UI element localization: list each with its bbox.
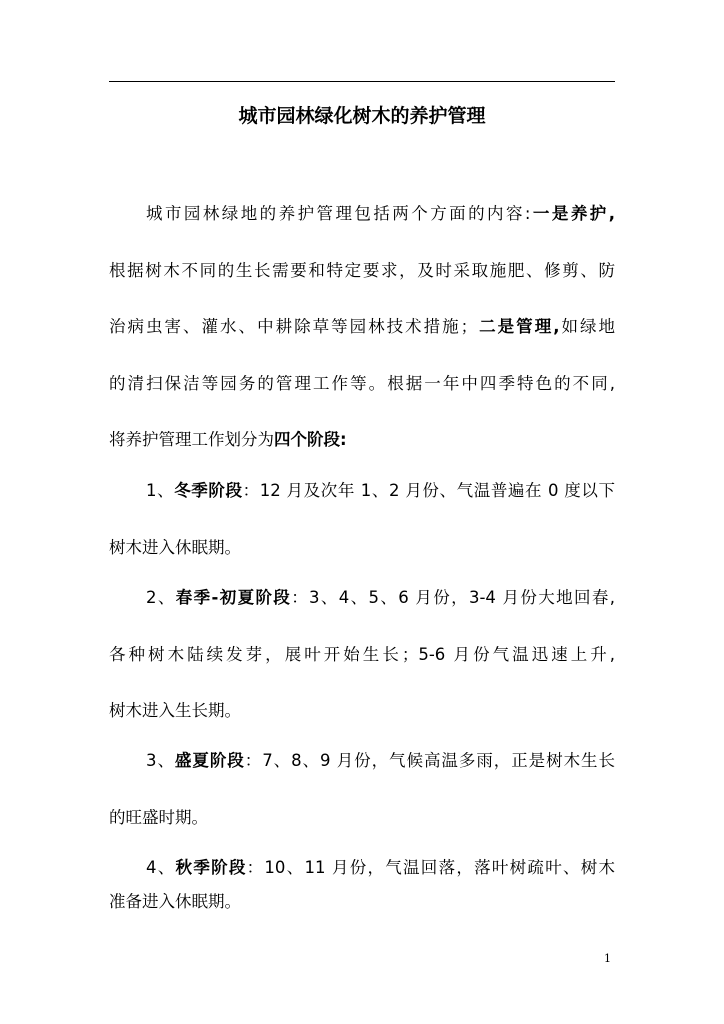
stage-name: 秋季阶段 <box>175 858 247 877</box>
stage-1-line-1 <box>109 479 615 503</box>
stage-number: 3、 <box>146 751 175 770</box>
stage-1-line-2: 树木进入休眠期。 <box>109 538 241 557</box>
stage-2-line-3: 树木进入生长期。 <box>109 701 241 720</box>
intro-bold-upkeep: 一是养护, <box>530 204 615 223</box>
intro-line-5 <box>109 428 615 452</box>
stage-2-line-2: 各种树木陆续发芽，展叶开始生长；5-6 月份气温迅速上升, <box>109 645 615 664</box>
stage-text: ：12 月及次年 1、2 月份、气温普遍在 0 度以下 <box>242 481 616 500</box>
document-title: 城市园林绿化树木的养护管理 <box>238 105 486 127</box>
stage-text: ：3、4、5、6 月份，3-4 月份大地回春, <box>291 588 615 607</box>
intro-bold-four-stages: 四个阶段: <box>274 430 347 449</box>
intro-line-1 <box>109 202 615 226</box>
stage-3-line-1 <box>109 749 615 773</box>
stage-number: 2、 <box>146 588 176 607</box>
intro-line-4: 的清扫保洁等园务的管理工作等。根据一年中四季特色的不同, <box>109 374 615 393</box>
stage-name: 春季-初夏阶段 <box>175 588 292 607</box>
stage-2-line-1 <box>109 586 615 610</box>
intro-text: 如绿地 <box>559 317 615 336</box>
page-number: 1 <box>604 952 611 965</box>
stage-number: 4、 <box>146 858 176 877</box>
stage-name: 冬季阶段 <box>174 481 243 500</box>
stage-text: ：10、11 月份，气温回落，落叶树疏叶、树木 <box>246 858 616 877</box>
intro-line-2: 根据树木不同的生长需要和特定要求，及时采取施肥、修剪、防 <box>109 261 615 280</box>
header-rule <box>109 81 615 82</box>
stage-4-line-1 <box>109 856 615 880</box>
intro-bold-management: 二是管理, <box>477 317 560 336</box>
intro-text: 城市园林绿地的养护管理包括两个方面的内容: <box>146 204 531 223</box>
intro-line-3 <box>109 315 615 339</box>
stage-4-line-2: 准备进入休眠期。 <box>109 892 241 911</box>
stage-number: 1、 <box>146 481 175 500</box>
stage-3-line-2: 的旺盛时期。 <box>109 808 208 827</box>
stage-name: 盛夏阶段 <box>174 751 245 770</box>
stage-text: ：7、8、9 月份，气候高温多雨，正是树木生长 <box>244 751 616 770</box>
intro-text: 治病虫害、灌水、中耕除草等园林技术措施； <box>109 317 478 336</box>
intro-text: 将养护管理工作划分为 <box>109 430 274 449</box>
